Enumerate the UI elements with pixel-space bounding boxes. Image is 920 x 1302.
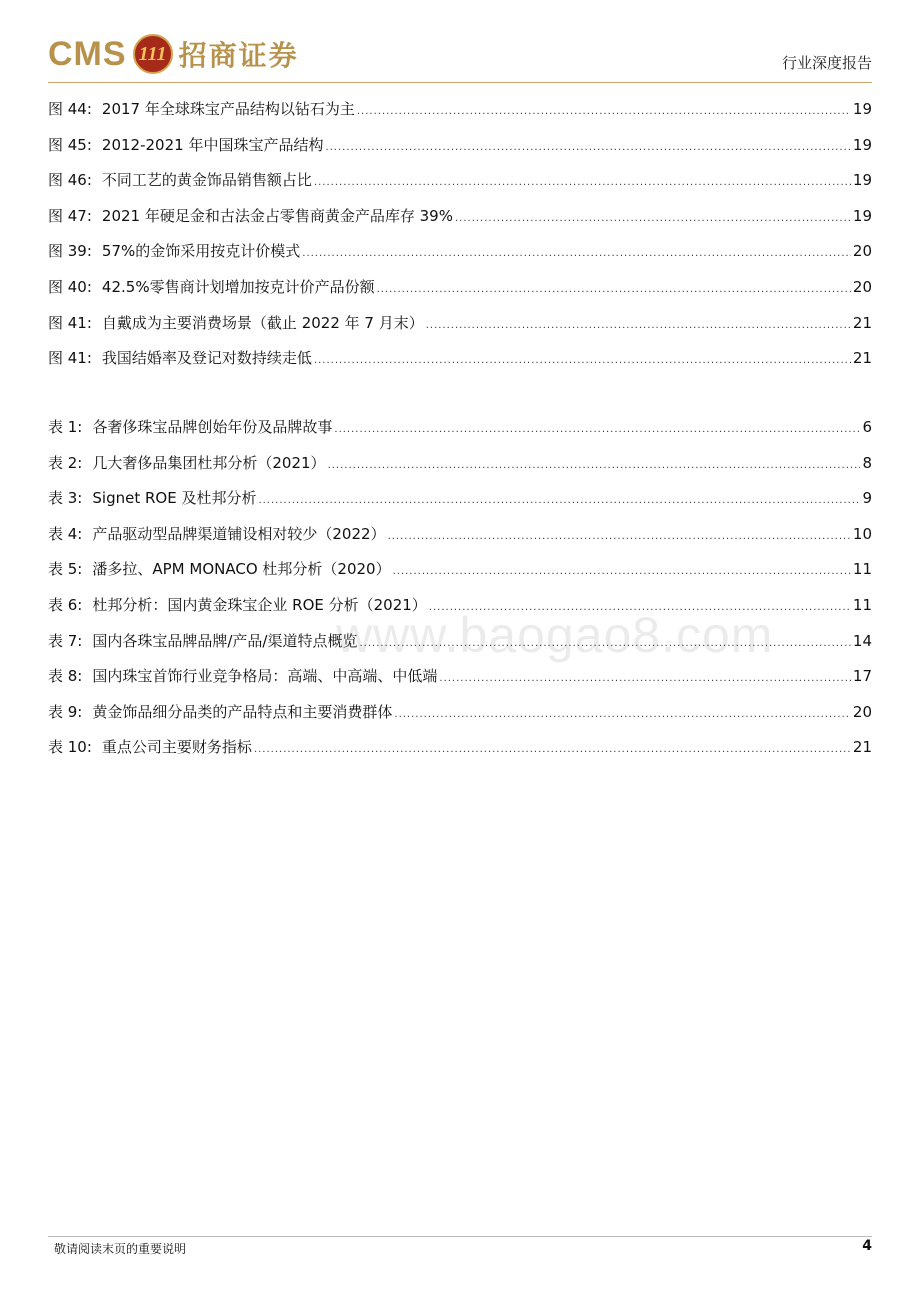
toc-entry-title: 几大奢侈品集团杜邦分析（2021） <box>92 453 326 472</box>
toc-entry[interactable] <box>48 452 872 474</box>
toc-entry-page: 9 <box>862 489 872 508</box>
toc-entry-page: 21 <box>852 313 872 332</box>
toc-entry[interactable] <box>48 416 872 438</box>
cms-logo <box>48 34 299 74</box>
toc-entry-title: 黄金饰品细分品类的产品特点和主要消费群体 <box>92 702 393 721</box>
toc-leader-dots <box>254 744 851 755</box>
toc-entry-number: 表 5: <box>48 560 83 579</box>
toc-entry-label <box>48 347 312 368</box>
toc-entry-title: 国内各珠宝品牌品牌/产品/渠道特点概览 <box>92 631 358 650</box>
toc-leader-dots <box>328 460 861 471</box>
toc-entry-page: 11 <box>852 560 872 579</box>
toc-entry-label <box>48 630 357 651</box>
toc-entry-number: 表 1: <box>48 418 83 436</box>
footer-divider <box>48 1236 872 1237</box>
toc-leader-dots <box>377 284 851 295</box>
toc-entry-number: 图 40: <box>48 278 92 296</box>
toc-entry-title: 2012-2021 年中国珠宝产品结构 <box>101 135 324 154</box>
toc-entry-title: 自戴成为主要消费场景（截止 2022 年 7 月末） <box>101 313 424 332</box>
logo-text: CMS <box>48 34 127 73</box>
toc-entry-label <box>48 312 424 333</box>
toc-entry[interactable] <box>48 701 872 723</box>
toc-entry-title: 产品驱动型品牌渠道铺设相对较少（2022） <box>92 524 386 543</box>
toc-entry-title: 我国结婚率及登记对数持续走低 <box>101 349 312 368</box>
toc-leader-dots <box>314 177 851 188</box>
toc-leader-dots <box>393 566 851 577</box>
toc-leader-dots <box>258 495 860 506</box>
toc-leader-dots <box>388 531 851 542</box>
toc-entry-label <box>48 205 453 226</box>
toc-entry-title: 各奢侈珠宝品牌创始年份及品牌故事 <box>92 418 333 436</box>
toc-leader-dots <box>357 106 851 117</box>
toc-entry-page: 20 <box>852 702 872 721</box>
toc-entry[interactable] <box>48 487 872 509</box>
toc-entry-label <box>48 665 437 686</box>
toc-entry-number: 图 46: <box>48 171 92 190</box>
toc-entry-title: Signet ROE 及杜邦分析 <box>92 489 257 508</box>
report-type: 行业深度报告 <box>781 54 872 72</box>
header-divider <box>48 82 872 83</box>
toc-entry-page: 10 <box>852 524 872 543</box>
watermark: www.baogao8.com <box>336 607 774 663</box>
toc-entry[interactable] <box>48 523 872 545</box>
toc-entry-number: 表 8: <box>48 667 83 686</box>
toc-entry[interactable] <box>48 558 872 580</box>
toc-leader-dots <box>455 213 851 224</box>
toc-entry-number: 表 4: <box>48 524 83 543</box>
toc-entry-page: 19 <box>852 135 872 154</box>
page-header <box>0 0 920 84</box>
toc-entry-number: 图 45: <box>48 135 92 154</box>
toc-entry-number: 图 44: <box>48 100 92 118</box>
toc-entry-title: 不同工艺的黄金饰品销售额占比 <box>101 171 312 190</box>
toc-entry-label <box>48 240 300 261</box>
toc-entry-page: 14 <box>852 631 872 650</box>
toc-entry-title: 57%的金饰采用按克计价模式 <box>101 242 301 261</box>
toc-entry-label <box>48 98 355 119</box>
toc-entry-label <box>48 487 256 508</box>
toc-entry-title: 42.5%零售商计划增加按克计价产品份额 <box>101 278 375 296</box>
toc-entry-title: 国内珠宝首饰行业竞争格局：高端、中高端、中低端 <box>92 667 438 686</box>
toc-entry-number: 图 41: <box>48 313 92 332</box>
toc-entry-label <box>48 558 391 579</box>
toc-entry-page: 6 <box>862 418 872 436</box>
footer-disclaimer: 敬请阅读末页的重要说明 <box>54 1242 187 1256</box>
toc-entry-label <box>48 523 386 544</box>
toc-leader-dots <box>325 142 850 153</box>
toc-leader-dots <box>426 320 851 331</box>
toc-entry-page: 21 <box>852 738 872 757</box>
toc-entry-page: 19 <box>852 206 872 225</box>
toc-entry-label <box>48 701 392 722</box>
toc-leader-dots <box>334 424 860 435</box>
toc-entry-page: 21 <box>852 349 872 368</box>
toc-entry-number: 图 41: <box>48 349 92 368</box>
toc-entry[interactable] <box>48 134 872 156</box>
toc-entry-page: 11 <box>852 596 872 614</box>
toc-entry[interactable] <box>48 347 872 369</box>
toc-entry[interactable] <box>48 312 872 334</box>
toc-leader-dots <box>302 248 851 259</box>
toc-entry-label <box>48 736 252 757</box>
toc-entry-number: 图 39: <box>48 242 92 261</box>
toc-entry-number: 表 7: <box>48 631 83 650</box>
logo-badge-icon: 111 <box>133 34 173 74</box>
toc-entry-label <box>48 416 332 437</box>
toc-entry-number: 表 2: <box>48 453 83 472</box>
toc-entry-title: 2021 年硬足金和古法金占零售商黄金产品库存 39% <box>101 206 453 225</box>
toc-entry-page: 19 <box>852 171 872 190</box>
toc-entry-title: 2017 年全球珠宝产品结构以钻石为主 <box>101 100 355 118</box>
toc-entry-page: 20 <box>852 278 872 296</box>
toc-entry[interactable] <box>48 169 872 191</box>
toc-entry-label <box>48 134 323 155</box>
toc-entry-label <box>48 169 312 190</box>
toc-entry-page: 8 <box>862 453 872 472</box>
toc-entry-number: 表 9: <box>48 702 83 721</box>
toc-leader-dots <box>439 673 851 684</box>
toc-entry-label <box>48 452 326 473</box>
toc-entry[interactable] <box>48 240 872 262</box>
toc-entry-label <box>48 276 375 297</box>
toc-leader-dots <box>314 355 851 366</box>
toc-entry-title: 重点公司主要财务指标 <box>101 738 252 757</box>
toc-entry-number: 图 47: <box>48 206 92 225</box>
page-number: 4 <box>862 1238 872 1254</box>
toc-entry-number: 表 3: <box>48 489 83 508</box>
toc-entry[interactable] <box>48 205 872 227</box>
toc-entry-number: 表 6: <box>48 596 83 614</box>
toc-entry[interactable] <box>48 98 872 120</box>
toc-entry-title: 杜邦分析：国内黄金珠宝企业 ROE 分析（2021） <box>92 596 427 614</box>
toc-entry-page: 17 <box>852 667 872 686</box>
logo-chinese-name: 招商证券 <box>178 39 299 72</box>
toc-entry-number: 表 10: <box>48 738 92 757</box>
toc-entry[interactable] <box>48 276 872 298</box>
toc-leader-dots <box>394 709 851 720</box>
toc-entry-page: 20 <box>852 242 872 261</box>
toc-entry-page: 19 <box>852 100 872 118</box>
toc-entry[interactable] <box>48 665 872 687</box>
toc-entry[interactable] <box>48 736 872 758</box>
toc-entry-title: 潘多拉、APM MONACO 杜邦分析（2020） <box>92 560 391 579</box>
